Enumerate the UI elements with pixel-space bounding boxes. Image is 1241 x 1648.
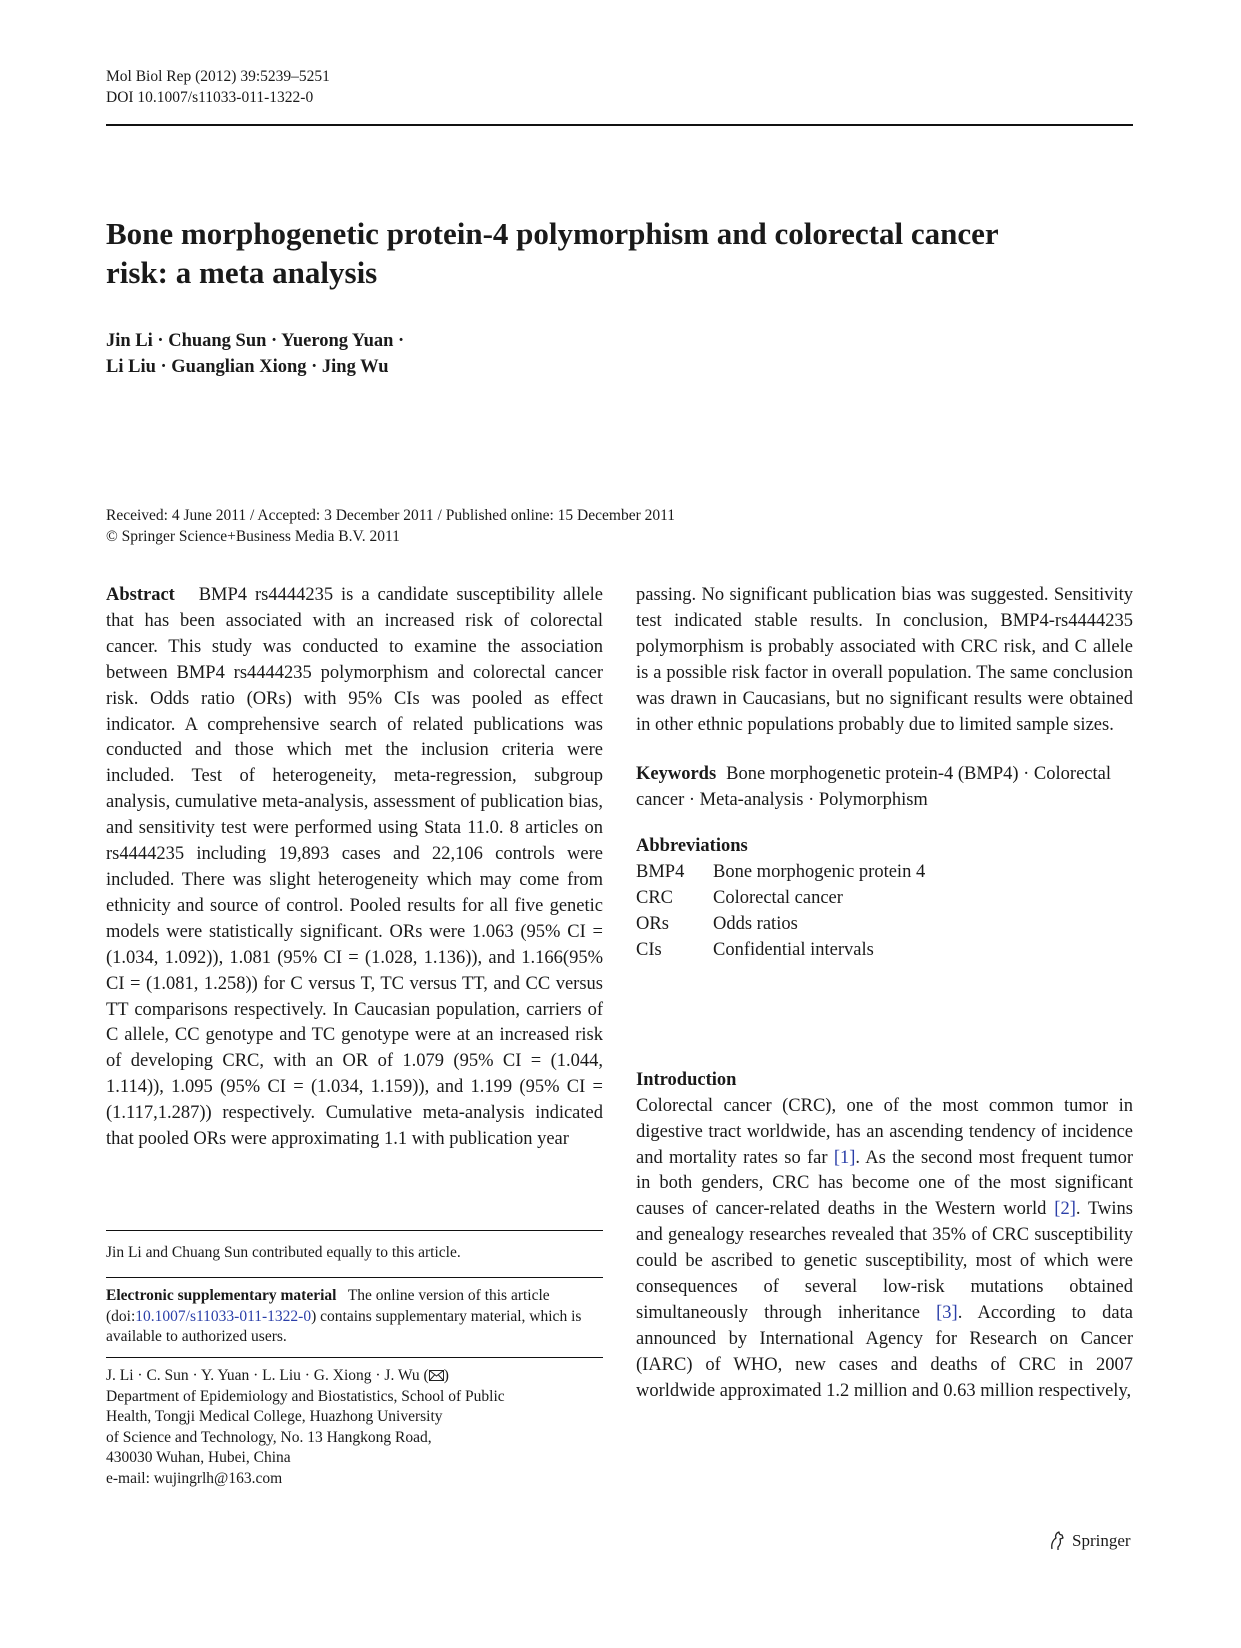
author-list — [106, 328, 404, 380]
abbreviation-definition: Colorectal cancer — [713, 888, 843, 909]
publisher-name: Springer — [1072, 1531, 1131, 1550]
intro-text: . Twins and genealogy researches revealed that 35% of CRC susceptibility could be ascribed to genetic susceptibility, most of which were consequences of several low-risk mutations obtained simultaneously through inheritance — [636, 1199, 1133, 1323]
affiliation-line: Department of Epidemiology and Biostatistics, School of Public — [106, 1387, 505, 1405]
abbreviation-term: BMP4 — [636, 862, 685, 883]
abbreviation-term: CIs — [636, 939, 662, 960]
esm-doi-link[interactable]: 10.1007/s11033-011-1322-0 — [135, 1307, 312, 1325]
affiliation-line: 430030 Wuhan, Hubei, China — [106, 1449, 291, 1466]
footnote-rule — [106, 1357, 603, 1358]
abbreviation-definition: Odds ratios — [713, 913, 798, 934]
affiliation-line: of Science and Technology, No. 13 Hangkong Road, — [106, 1428, 432, 1446]
abbreviation-row — [636, 912, 1133, 938]
springer-horse-icon — [1048, 1531, 1066, 1551]
keywords-text: Bone morphogenetic protein-4 (BMP4) · Colorectal cancer · Meta-analysis · Polymorphism — [636, 764, 1111, 811]
affiliation-line: Health, Tongji Medical College, Huazhong University — [106, 1408, 443, 1425]
journal-citation: Mol Biol Rep (2012) 39:5239–5251 — [106, 68, 330, 85]
abbreviation-row — [636, 860, 1133, 886]
abbreviation-definition: Bone morphogenic protein 4 — [713, 862, 926, 883]
affiliation-block — [106, 1366, 603, 1489]
abbreviation-term: CRC — [636, 888, 674, 909]
equal-contribution-note: Jin Li and Chuang Sun contributed equally to this article. — [106, 1244, 461, 1261]
abstract-body: BMP4 rs4444235 is a candidate susceptibility allele that has been associated with an increased risk of colorectal cancer. This study was conducted to examine the association between BMP4 rs4444235 polymorphism and colorectal cancer risk. Odds ratio (ORs) with 95% CIs was pooled as effect indicator. A comprehensive search of related publications was conducted and those which met the inclusion criteria were included. Test of heterogeneity, meta-regression, subgroup analysis, cumulative meta-analysis, assessment of publication bias, and sensitivity test were performed using Stata 11.0. 8 articles on rs4444235 including 19,893 cases and 22,106 controls were included. There was slight heterogeneity which may come from ethnicity and source of control. Pooled results for all five genetic models were statistically significant. ORs were 1.063 (95% CI = (1.034, 1.092)), 1.081 (95% CI = (1.028, 1.136)), and 1.166(95% CI = (1.081, 1.258)) for C versus T, TC versus TT, and CC versus TT comparisons respectively. In Caucasian population, carriers of C allele, CC genotype and TC genotype were at an increased risk of developing CRC, with an OR of 1.079 (95% CI = (1.044, 1.114)), 1.095 (95% CI = (1.034, 1.159)), and 1.199 (95% CI = (1.117,1.287)) respectively. Cumulative meta-analysis indicated that pooled ORs were approximating 1.1 with publication year — [106, 585, 603, 1150]
abbreviations-list — [636, 860, 1133, 964]
author-email[interactable]: e-mail: wujingrlh@163.com — [106, 1469, 283, 1487]
intro-text: . According to data announced by International Agency for Research on Cancer (IARC) of WHO, new cases and deaths of CRC in 2007 worldwide approximated 1.2 million and 0.63 million respectively, — [636, 1302, 1133, 1401]
citation-link[interactable]: [1] — [833, 1147, 856, 1168]
affiliation-authors-text: J. Li · C. Sun · Y. Yuan · L. Liu · G. Xiong · J. Wu ( — [106, 1367, 429, 1384]
left-column — [106, 583, 603, 1153]
right-column — [636, 583, 1133, 1405]
copyright-line: © Springer Science+Business Media B.V. 2011 — [106, 528, 400, 545]
envelope-icon — [429, 1370, 444, 1381]
journal-doi: DOI 10.1007/s11033-011-1322-0 — [106, 89, 314, 106]
footnote-rule — [106, 1230, 603, 1231]
abstract-heading: Abstract — [106, 585, 175, 605]
article-title: Bone morphogenetic protein-4 polymorphism and colorectal cancer risk: a meta analysis — [106, 216, 999, 290]
abbreviation-term: ORs — [636, 913, 669, 934]
esm-text: The online version of this article (doi: — [106, 1287, 550, 1325]
esm-heading: Electronic supplementary material — [106, 1287, 337, 1304]
publisher-mark — [1048, 1531, 1131, 1551]
authors-line-2: Li Liu · Guanglian Xiong · Jing Wu — [106, 357, 389, 377]
intro-text: Colorectal cancer (CRC), one of the most common tumor in digestive tract worldwide, has an ascending tendency of incidence and mortality rates so far — [636, 1095, 1133, 1168]
esm-text-end: ) contains supplementary material, which is available to authorized users. — [106, 1307, 582, 1345]
abbreviation-definition: Confidential intervals — [713, 939, 874, 960]
abbreviations-heading: Abbreviations — [636, 836, 748, 857]
dates-line: Received: 4 June 2011 / Accepted: 3 December 2011 / Published online: 15 December 2011 — [106, 507, 676, 524]
journal-header — [106, 66, 330, 108]
intro-text: . As the second most frequent tumor in both genders, CRC has become one of the most significant causes of cancer-related deaths in the Western world — [636, 1147, 1133, 1220]
citation-link[interactable]: [3] — [936, 1302, 958, 1323]
supplementary-note — [106, 1286, 603, 1348]
keywords-paragraph — [636, 762, 1133, 814]
affiliation-authors-end: ) — [443, 1367, 449, 1384]
header-rule — [106, 124, 1133, 126]
affiliation-authors — [106, 1366, 603, 1387]
abbreviation-row — [636, 938, 1133, 964]
publication-dates — [106, 505, 675, 547]
footnote-rule — [106, 1277, 603, 1278]
introduction-heading: Introduction — [636, 1069, 737, 1090]
abstract-paragraph — [106, 583, 603, 1153]
abstract-continued: passing. No significant publication bias was suggested. Sensitivity test indicated stable results. In conclusion, BMP4-rs4444235 polymorphism is probably associated with CRC risk, and C allele is a possible risk factor in overall population. The same conclusion was drawn in Caucasians, but no significant results were obtained in other ethnic populations probably due to limited sample sizes. — [636, 585, 1133, 735]
authors-line-1: Jin Li · Chuang Sun · Yuerong Yuan · — [106, 331, 405, 351]
introduction-paragraph — [636, 1094, 1133, 1405]
citation-link[interactable]: [2] — [1054, 1199, 1076, 1220]
keywords-heading: Keywords — [636, 764, 717, 785]
abbreviation-row — [636, 886, 1133, 912]
